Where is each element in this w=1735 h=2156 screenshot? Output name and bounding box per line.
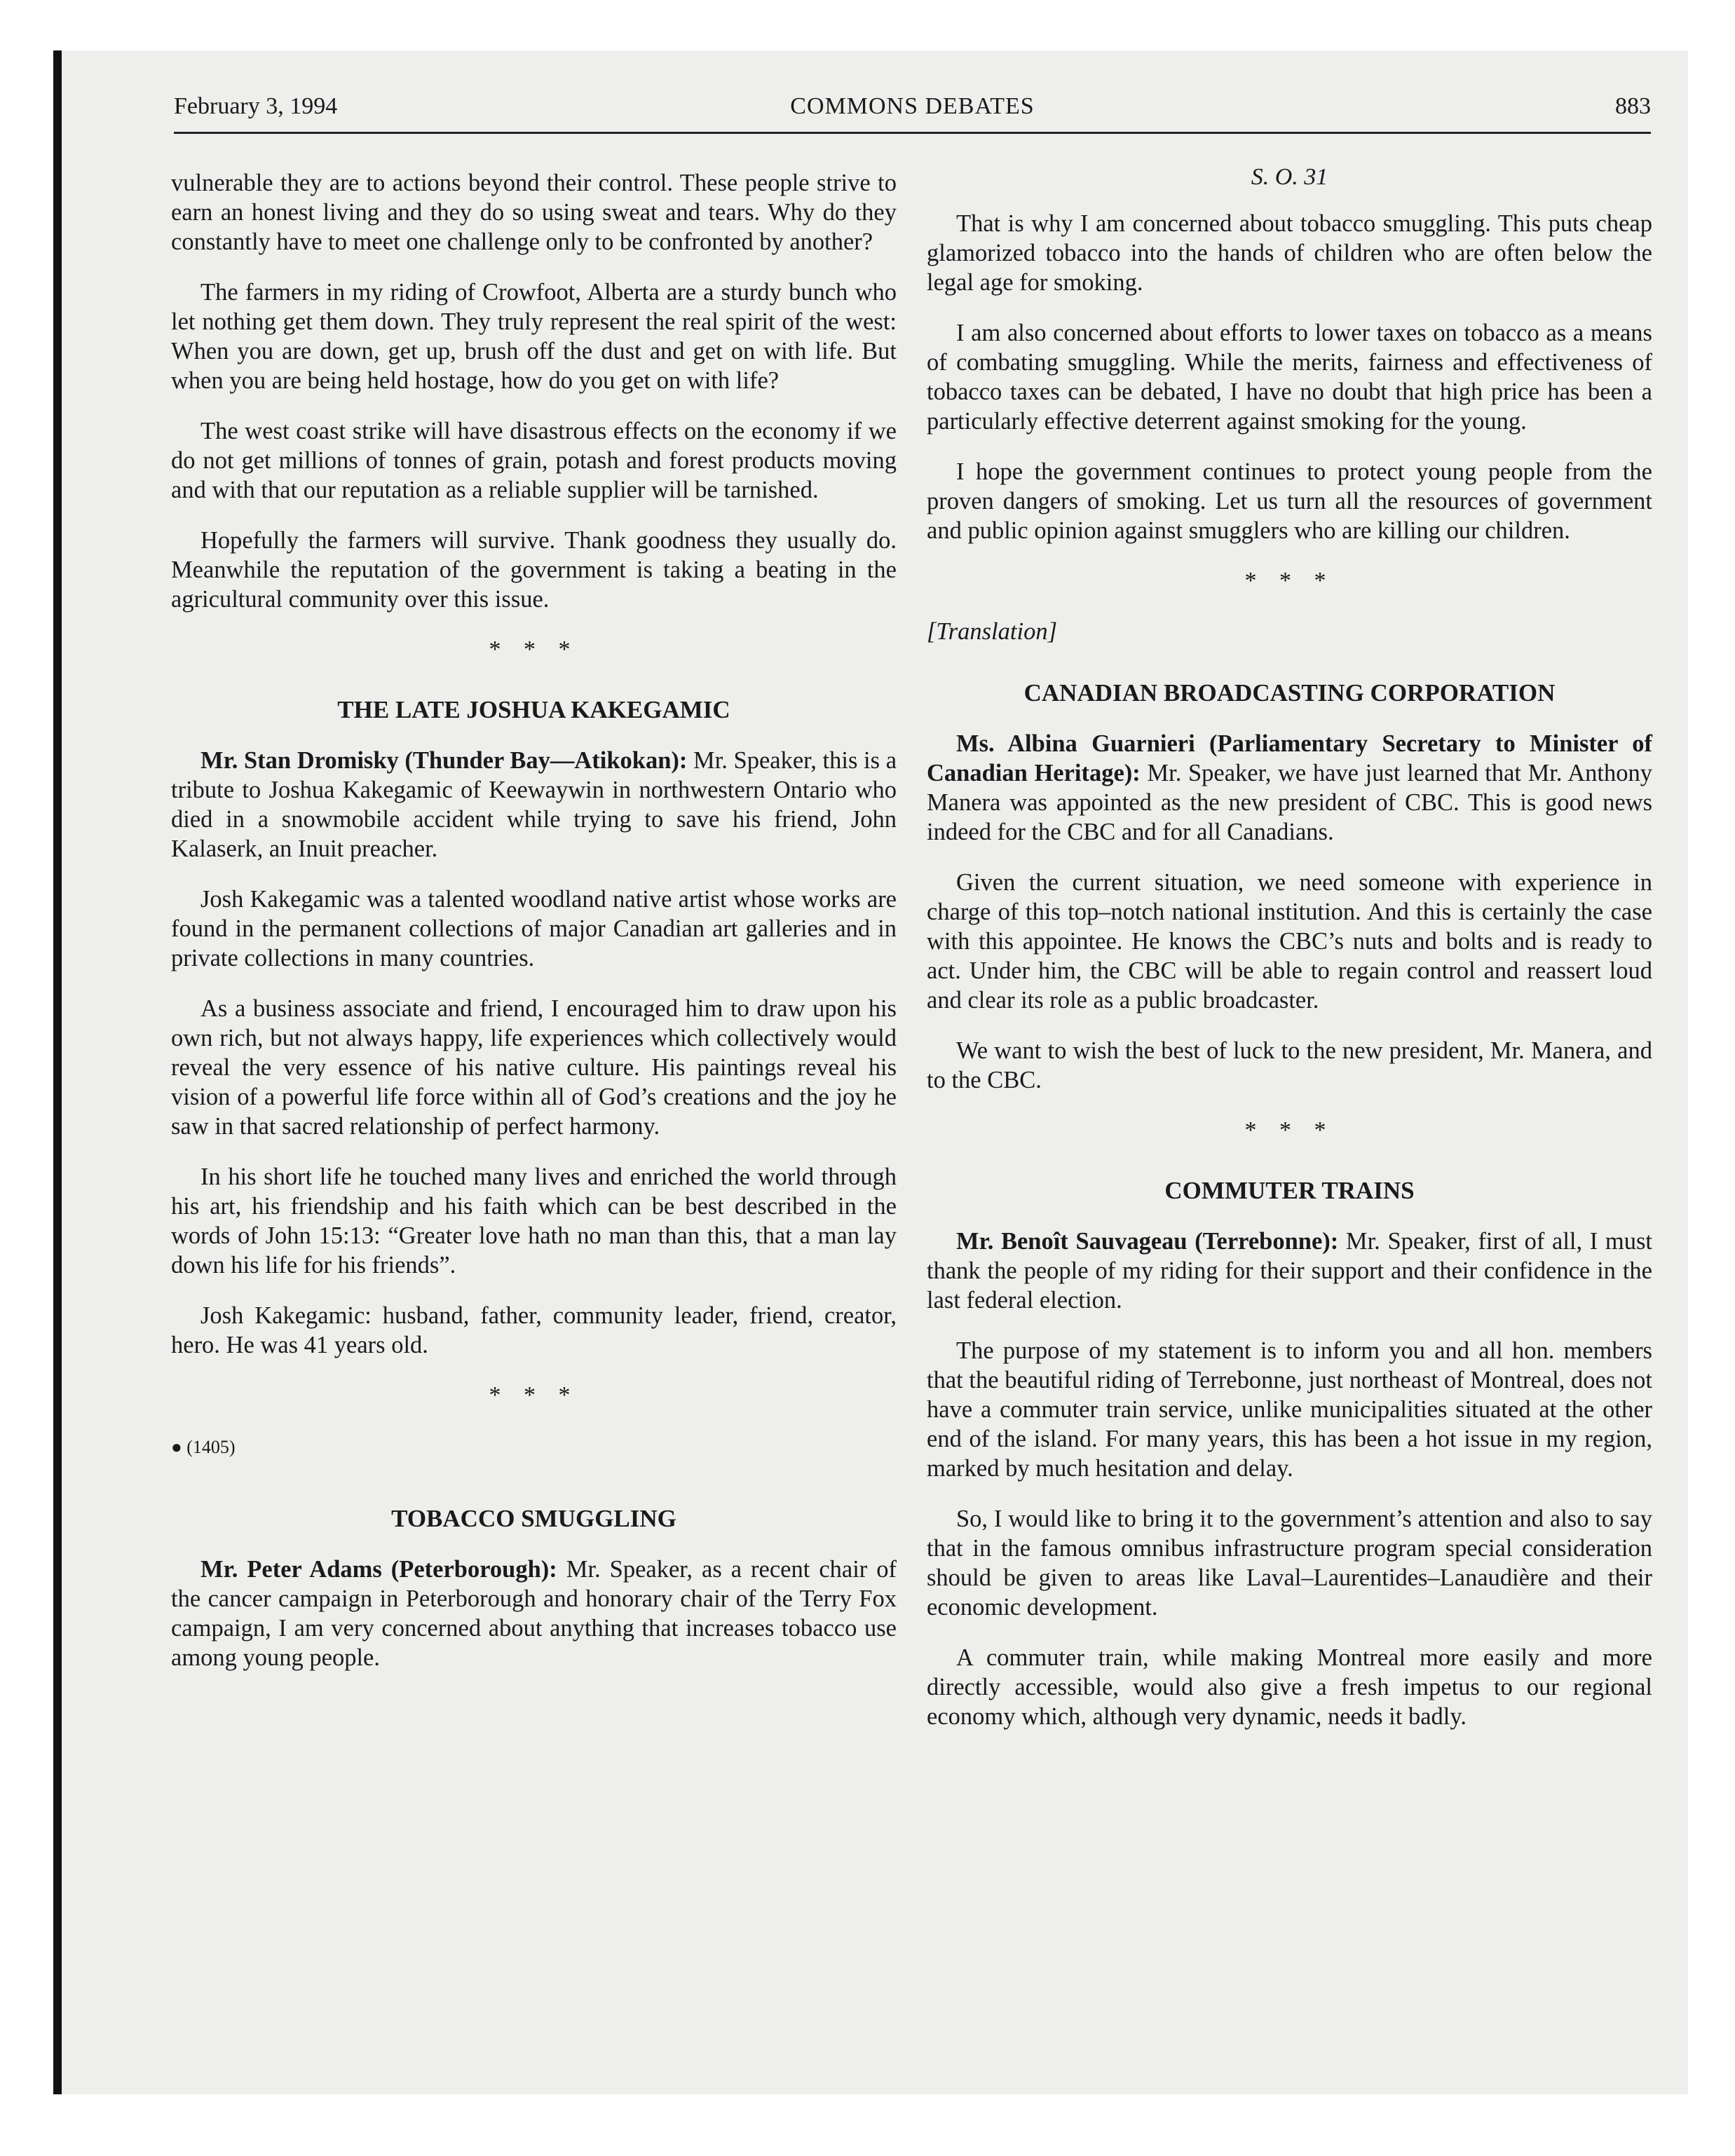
paragraph: The west coast strike will have disastrous effects on the economy if we do not get millions of tonnes of grain, potash and forest products moving and with that our reputation as a reliable supplier will be tarnished. bbox=[171, 418, 897, 503]
section-heading: CANADIAN BROADCASTING CORPORATION bbox=[1023, 679, 1556, 707]
speech-paragraph bbox=[171, 1555, 897, 1672]
timestamp: ● (1405) bbox=[171, 1437, 236, 1457]
speaker-name: Ms. Albina Guarnieri (Parliamentary Secretary to Minister of Canadian Heritage): bbox=[927, 730, 1652, 786]
standing-order-ref: S. O. 31 bbox=[1251, 164, 1328, 190]
speech-paragraph bbox=[171, 746, 897, 864]
paragraph: Given the current situation, we need someone with experience in charge of this top–notch national institution. And this is certainly the case with this appointee. He knows the CBC’s nuts and bolts and is ready to act. Under him, the CBC will be able to regain control and reassert loud and clear its role as a public broadcaster. bbox=[927, 869, 1652, 1014]
header-title: COMMONS DEBATES bbox=[790, 93, 1035, 119]
translation-note: [Translation] bbox=[927, 618, 1057, 645]
speaker-name: Mr. Stan Dromisky (Thunder Bay—Atikokan): bbox=[200, 747, 688, 774]
paragraph: Josh Kakegamic was a talented woodland native artist whose works are found in the permanent collections of major Canadian art galleries and in private collections in many countries. bbox=[171, 886, 897, 971]
paragraph: I hope the government continues to protect young people from the proven dangers of smoking. Let us turn all the resources of government and public opinion against smugglers who are killing our children. bbox=[927, 458, 1652, 544]
paragraph: So, I would like to bring it to the government’s attention and also to say that in the famous omnibus infrastructure program special consideration should be given to areas like Laval–Laurentides–Lanaudière and their economic development. bbox=[927, 1506, 1652, 1621]
page-header bbox=[174, 90, 1651, 134]
section-separator: * * * bbox=[489, 636, 579, 662]
section-separator: * * * bbox=[1244, 1117, 1335, 1143]
section-separator: * * * bbox=[489, 1382, 579, 1408]
paragraph: That is why I am concerned about tobacco smuggling. This puts cheap glamorized tobacco into the hands of children who are often below the legal age for smoking. bbox=[927, 210, 1652, 296]
paragraph: A commuter train, while making Montreal more easily and more directly accessible, would also give a fresh impetus to our regional economy which, although very dynamic, needs it badly. bbox=[927, 1644, 1652, 1730]
speaker-name: Mr. Peter Adams (Peterborough): bbox=[200, 1556, 557, 1583]
paragraph: I am also concerned about efforts to lower taxes on tobacco as a means of combating smuggling. While the merits, fairness and effectiveness of tobacco taxes can be debated, I have no doubt that high price has been a particularly effective deterrent against smoking for the young. bbox=[927, 320, 1652, 435]
left-column bbox=[171, 168, 897, 1693]
speech-text: Mr. Speaker, as a recent chair of the cancer campaign in Peterborough and honorary chair of the Terry Fox campaign, I am very concerned about anything that increases tobacco use among young people. bbox=[171, 1556, 897, 1671]
paragraph: vulnerable they are to actions beyond their control. These people strive to earn an honest living and they do so using sweat and tears. Why do they constantly have to meet one challenge only to be confronted by another? bbox=[171, 170, 897, 255]
paragraph: As a business associate and friend, I encouraged him to draw upon his own rich, but not always happy, life experiences which collectively would reveal the very essence of his native culture. His paintings reveal his vision of a powerful life force within all of God’s creations and the joy he saw in that sacred relationship of perfect harmony. bbox=[171, 995, 897, 1140]
paragraph: Josh Kakegamic: husband, father, community leader, friend, creator, hero. He was 41 years old. bbox=[171, 1302, 897, 1358]
page-number: 883 bbox=[1615, 93, 1651, 119]
speech-text: Mr. Speaker, first of all, I must thank the people of my riding for their support and their confidence in the last federal election. bbox=[927, 1228, 1652, 1314]
section-separator: * * * bbox=[1244, 568, 1335, 594]
section-heading: COMMUTER TRAINS bbox=[1164, 1177, 1415, 1204]
speech-text: Mr. Speaker, this is a tribute to Joshua Kakegamic of Keewaywin in northwestern Ontario who died in a snowmobile accident while trying to save his friend, John Kalaserk, an Inuit preacher. bbox=[171, 747, 897, 862]
paragraph: The purpose of my statement is to inform you and all hon. members that the beautiful riding of Terrebonne, just northeast of Montreal, does not have a commuter train service, unlike municipalities situated at the other end of the island. For many years, this has been a hot issue in my region, marked by much hesitation and delay. bbox=[927, 1337, 1652, 1482]
speech-paragraph bbox=[927, 729, 1652, 847]
speech-paragraph bbox=[927, 1227, 1652, 1315]
section-heading: THE LATE JOSHUA KAKEGAMIC bbox=[337, 696, 730, 723]
paragraph: The farmers in my riding of Crowfoot, Alberta are a sturdy bunch who let nothing get them down. They truly represent the real spirit of the west: When you are down, get up, brush off the dust and get on with life. But when you are being held hostage, how do you get on with life? bbox=[171, 279, 897, 394]
speaker-name: Mr. Benoît Sauvageau (Terrebonne): bbox=[956, 1228, 1339, 1255]
paragraph: We want to wish the best of luck to the new president, Mr. Manera, and to the CBC. bbox=[927, 1037, 1652, 1093]
header-date: February 3, 1994 bbox=[174, 93, 338, 119]
paragraph: Hopefully the farmers will survive. Thank goodness they usually do. Meanwhile the reputation of the government is taking a beating in the agricultural community over this issue. bbox=[171, 527, 897, 613]
paragraph: In his short life he touched many lives and enriched the world through his art, his friendship and his faith which can be best described in the words of John 15:13: “Greater love hath no man than this, that a man lay down his life for his friends”. bbox=[171, 1164, 897, 1278]
section-heading: TOBACCO SMUGGLING bbox=[391, 1505, 676, 1532]
speech-text: Mr. Speaker, we have just learned that Mr. Anthony Manera was appointed as the new president of CBC. This is good news indeed for the CBC and for all Canadians. bbox=[927, 760, 1653, 845]
right-column bbox=[927, 164, 1653, 1752]
